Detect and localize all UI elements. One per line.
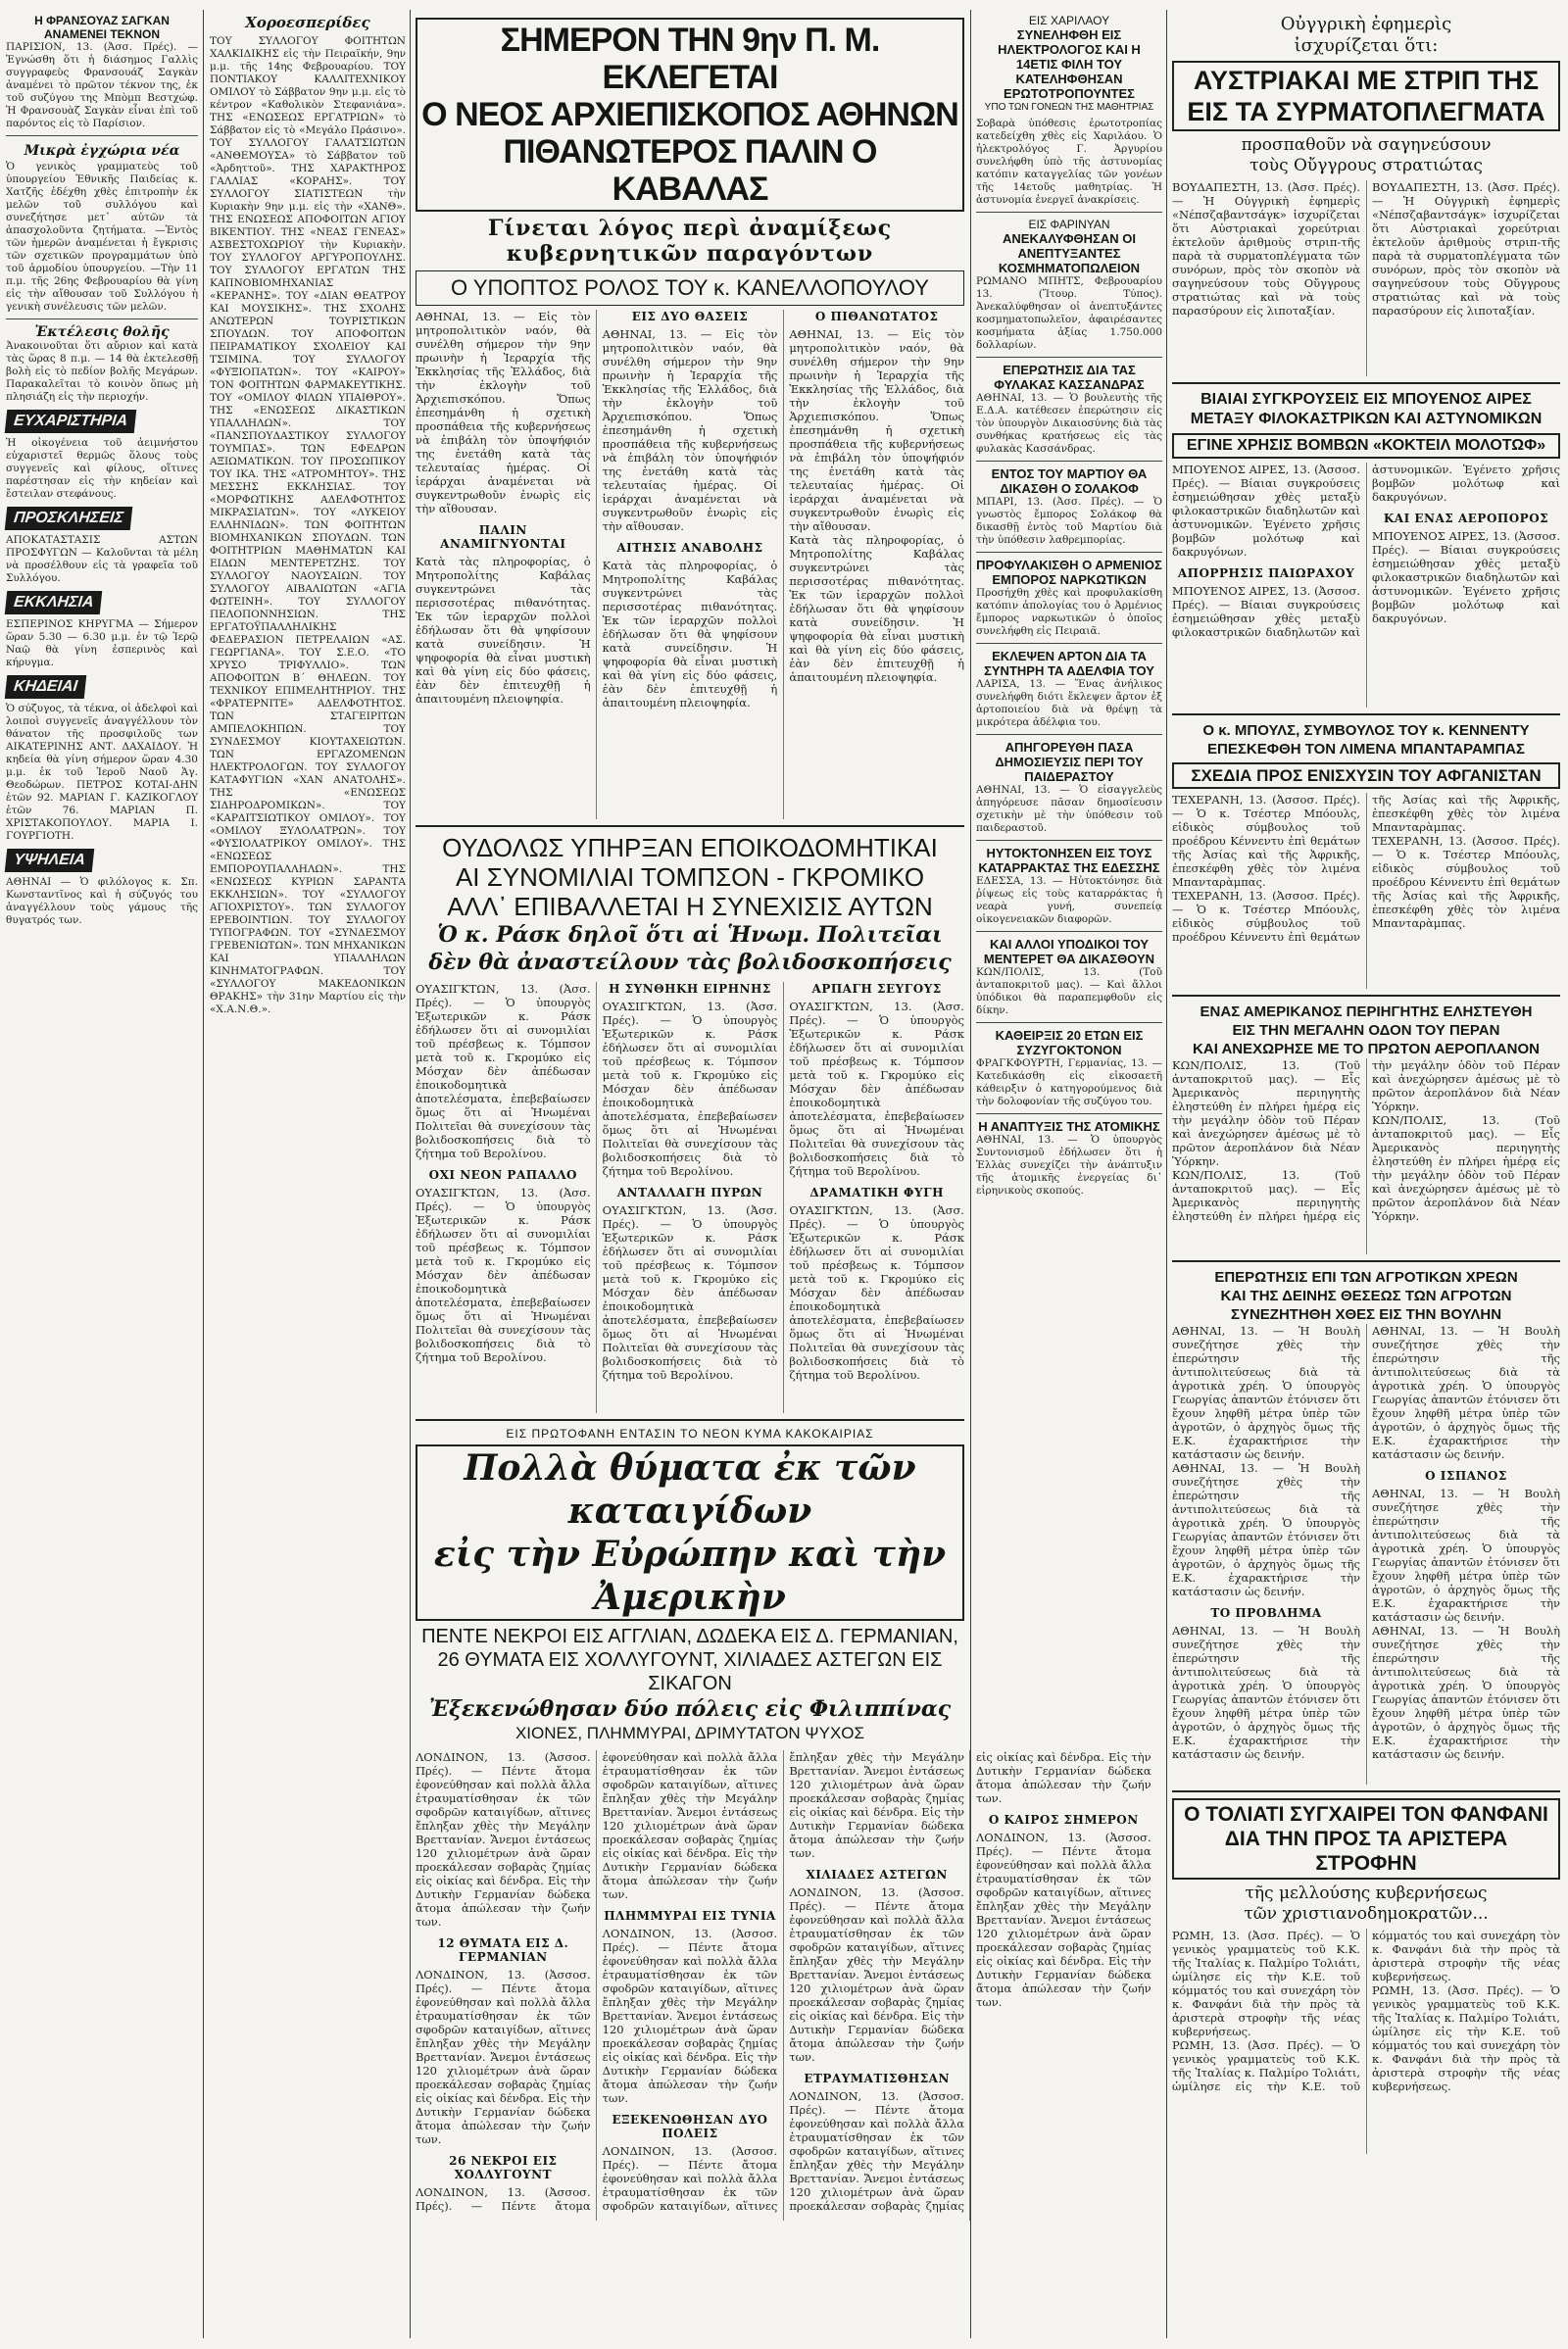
headline: ΕΚΛΕΨΕΝ ΑΡΤΟΝ ΔΙΑ ΤΑ ΣΥΝΤΗΡΗ ΤΑ ΑΔΕΛΦΙΑ ΤΟΥ (984, 649, 1154, 678)
headline: ΒΙΑΙΑΙ ΣΥΓΚΡΟΥΣΕΙΣ ΕΙΣ ΜΠΟΥΕΝΟΣ ΑΙΡΕΣ (1200, 391, 1532, 408)
subhead: ΕΤΡΑΥΜΑΤΙΣΘΗΣΑΝ (804, 2072, 950, 2085)
section-title: Μικρὰ ἐγχώρια νέα (24, 143, 180, 159)
headline: ΗΥΤΟΚΤΟΝΗΣΕΝ ΕΙΣ ΤΟΥΣ ΚΑΤΑΡΡΑΚΤΑΣ ΤΗΣ ΕΔΕΣΣΗΣ (978, 846, 1160, 875)
article-text: ΒΟΥΔΑΠΕΣΤΗ, 13. (Ἀσσ. Πρές). — Ἡ Οὐγγρικὴ ἐφημερὶς «Νέπσζαβαντσάγκ» ἰσχυρίζεται ὅτι Αὐστριακαὶ χορεύτριαι ἐκτελοῦν ἀριθμοὺς στριπ-τῆς παρὰ τὰ συρματοπλέγματα τῶν συνόρων, πρὸς τὸν σκοπὸν νὰ σαγηνεύσουν τοὺς Οὔγγρους στρατιώτας καὶ νὰ τοὺς παρασύρουν εἰς λιποταξίαν. (1172, 180, 1360, 318)
subhead: ΤΟ ΠΡΟΒΛΗΜΑ (1210, 1606, 1322, 1620)
headline: ΕΙΣ ΤΑ ΣΥΡΜΑΤΟΠΛΕΓΜΑΤΑ (1187, 97, 1545, 126)
article-text: ΑΘΗΝΑΙ, 13. — Ἡ Βουλὴ συνεζήτησε χθὲς τὴν ἐπερώτησιν τῆς ἀντιπολιτεύσεως διὰ τὰ ἀγροτικὰ χρέη. Ὁ ὑπουργὸς Γεωργίας ἀπαντῶν ἐτόνισεν ὅτι ἔχουν ληφθῆ μέτρα ὑπὲρ τῶν ἀγροτῶν, ὁ ἀρχηγὸς ὅμως τῆς Ε.Κ. ἐχαρακτήρισε τὴν κατάστασιν ὡς δεινήν. (1372, 1324, 1560, 1461)
headline: εἰς τὴν Εὐρώπην καὶ τὴν Ἀμερικὴν (433, 1534, 947, 1618)
subhead: ΕΙΣ ΔΥΟ ΘΑΣΕΙΣ (631, 310, 749, 323)
article-text: ΡΩΜΗ, 13. (Ἀσσ. Πρές). — Ὁ γενικὸς γραμματεὺς τοῦ Κ.Κ. τῆς Ἰταλίας κ. Παλμίρο Τολιάτι, ὡμίλησε εἰς τὴν Κ.Ε. τοῦ κόμματός του καὶ συνεχάρη τὸν κ. Φανφάνι διὰ τὴν πρὸς τὰ ἀριστερὰ στροφὴν τῆς νέας κυβερνήσεως. (1172, 1929, 1560, 2093)
lead-headline: Ο ΝΕΟΣ ΑΡΧΙΕΠΙΣΚΟΠΟΣ ΑΘΗΝΩΝ (421, 96, 958, 133)
article-text: ΜΠΟΥΕΝΟΣ ΑΙΡΕΣ, 13. (Ἀσσοσ. Πρές). — Βίαιαι συγκρούσεις ἐσημειώθησαν χθὲς μεταξὺ φιλοκαστρικῶν διαδηλωτῶν καὶ ἀστυνομικῶν. Ἐγένετο χρῆσις βομβῶν μολότωφ καὶ δακρυγόνων. (1372, 529, 1560, 625)
headline: ΕΙΣ ΤΗΝ ΜΕΓΑΛΗΝ ΟΔΟΝ ΤΟΥ ΠΕΡΑΝ (1232, 1022, 1500, 1039)
column-rule (410, 10, 411, 2338)
subhead: 12 ΘΥΜΑΤΑ ΕΙΣ Δ. ΓΕΡΜΑΝΙΑΝ (437, 1936, 569, 1964)
article-text: ΤΕΧΕΡΑΝΗ, 13. (Ἀσσοσ. Πρές). — Ὁ κ. Τσέστερ Μπόουλς, εἰδικὸς σύμβουλος τοῦ προέδρου Κέννεντυ ἐπὶ θεμάτων τῆς Ἀσίας καὶ τῆς Ἀφρικῆς, ἐπεσκέφθη χθὲς τὸν λιμένα Μπανταρὰμπας. (1172, 793, 1360, 889)
article-text: Κατὰ τὰς πληροφορίας, ὁ Μητροπολίτης Καβάλας συγκεντρώνει τὰς περισσοτέρας πιθανότητας. Ἐκ τῶν ἱεραρχῶν πολλοὶ ἐδήλωσαν ὅτι θὰ ψηφίσουν κατὰ συνείδησιν. Ἡ ψηφοφορία θὰ εἶναι μυστικὴ καὶ θὰ γίνη εἰς δύο φάσεις, ἐὰν δὲν ἐπιτευχθῇ ἡ ἀπαιτουμένη πλειοψηφία. (789, 533, 964, 684)
subhead: Ο ΙΣΠΑΝΟΣ (1425, 1469, 1507, 1483)
column-rule (1166, 10, 1167, 2338)
article-text: ΑΘΗΝΑΙ — Ὁ φιλόλογος κ. Σπ. Κωνσταντῖνος καὶ ἡ σύζυγός του ἀναγγέλλουν τοὺς γάμους τῆς θυγατρός των. (6, 876, 198, 926)
deck-box (416, 270, 964, 306)
subhead: ΑΡΠΑΓΗ ΣΕΥΓΟΥΣ (811, 982, 942, 996)
headline: ΕΝΑΣ ΑΜΕΡΙΚΑΝΟΣ ΠΕΡΙΗΓΗΤΗΣ ΕΛΗΣΤΕΥΘΗ (1200, 1003, 1533, 1020)
deck: προσπαθοῦν νὰ σαγηνεύσουν (1241, 135, 1492, 155)
headline: ΑΝΕΚΑΛΥΦΘΗΣΑΝ ΟΙ ΑΝΕΠΤΥΞΑΝΤΕΣ ΚΟΣΜΗΜΑΤΟΠΩΛΕΙΟΝ (998, 231, 1141, 275)
subhead: ΑΙΤΗΣΙΣ ΑΝΑΒΟΛΗΣ (616, 541, 763, 555)
headline-box (1172, 61, 1560, 131)
headline: ΟΥΔΟΛΩΣ ΥΠΗΡΞΑΝ ΕΠΟΙΚΟΔΟΜΗΤΙΚΑΙ (442, 833, 938, 862)
headline: ΑΙ ΣΥΝΟΜΙΛΙΑΙ ΤΟΜΠΣΟΝ - ΓΚΡΟΜΙΚΟ (455, 862, 925, 892)
article-text: ΟΥΑΣΙΓΚΤΩΝ, 13. (Ἀσσ. Πρές). — Ὁ ὑπουργὸς Ἐξωτερικῶν κ. Ράσκ ἐδήλωσεν ὅτι αἱ συνομιλίαι τοῦ πρέσβεως κ. Τόμπσον μετὰ τοῦ κ. Γκρομύκο εἰς Μόσχαν δὲν ἀπέδωσαν ἐποικοδομητικὰ ἀποτελέσματα, ἐπεβεβαίωσεν ὅμως ὅτι αἱ Ἡνωμέναι Πολιτεῖαι θὰ συνεχίσουν τὰς βολιδοσκοπήσεις διὰ τὸ ζήτημα τοῦ Βερολίνου. (789, 1000, 964, 1178)
article-text: ΤΕΧΕΡΑΝΗ, 13. (Ἀσσοσ. Πρές). — Ὁ κ. Τσέστερ Μπόουλς, εἰδικὸς σύμβουλος τοῦ προέδρου Κέννεντυ ἐπὶ θεμάτων τῆς Ἀσίας καὶ τῆς Ἀφρικῆς, ἐπεσκέφθη χθὲς τὸν λιμένα Μπανταρὰμπας. (1372, 834, 1560, 930)
headline: ΕΠΕΣΚΕΦΘΗ ΤΟΝ ΛΙΜΕΝΑ ΜΠΑΝΤΑΡΑΜΠΑΣ (1207, 741, 1525, 758)
headline: Ο κ. ΜΠΟΥΛΣ, ΣΥΜΒΟΥΛΟΣ ΤΟΥ κ. ΚΕΝΝΕΝΤΥ (1202, 722, 1530, 739)
headline: ΑΛΛ᾽ ΕΠΙΒΑΛΛΕΤΑΙ Η ΣΥΝΕΧΙΣΙΣ ΑΥΤΩΝ (447, 892, 933, 921)
article-columns (416, 1750, 1152, 2221)
deck: τῆς μελλούσης κυβερνήσεως (1245, 1884, 1488, 1903)
deck: ΧΙΟΝΕΣ, ΠΛΗΜΜΥΡΑΙ, ΔΡΙΜΥΤΑΤΟΝ ΨΥΧΟΣ (514, 1724, 865, 1742)
headline: Πολλὰ θύματα ἐκ τῶν καταιγίδων (464, 1447, 916, 1532)
headline-box (1172, 433, 1560, 459)
deck: Ὁ κ. Ράσκ δηλοῖ ὅτι αἱ Ἡνωμ. Πολιτεῖαι (437, 922, 943, 948)
subhead: ΕΞΕΚΕΝΩΘΗΣΑΝ ΔΥΟ ΠΟΛΕΙΣ (612, 2113, 768, 2140)
article-text: ΜΠΑΡΙ, 13. (Ἀσσ. Πρές). — Ὁ γνωστὸς ἔμπορος Σολάκοφ θὰ δικασθῇ ἐντὸς τοῦ Μαρτίου διὰ τὴν ὑπόθεσιν λαθρεμπορίας. (976, 496, 1162, 546)
lead-headline-box (416, 18, 964, 212)
headline: ΚΑΙ ΑΝΕΧΩΡΗΣΕ ΜΕ ΤΟ ΠΡΩΤΟΝ ΑΕΡΟΠΛΑΝΟΝ (1193, 1041, 1540, 1057)
article-text: ΕΣΠΕΡΙΝΟΣ ΚΗΡΥΓΜΑ — Σήμερον ὥραν 5.30 — 6.30 μ.μ. ἐν τῷ Ἱερῷ Ναῷ θὰ γίνη ἐσπερινὸς καὶ κήρυγμα. (6, 618, 198, 668)
article-text: ΑΘΗΝΑΙ, 13. — Ἡ Βουλὴ συνεζήτησε χθὲς τὴν ἐπερώτησιν τῆς ἀντιπολιτεύσεως διὰ τὰ ἀγροτικὰ χρέη. Ὁ ὑπουργὸς Γεωργίας ἀπαντῶν ἐτόνισεν ὅτι ἔχουν ληφθῆ μέτρα ὑπὲρ τῶν ἀγροτῶν, ὁ ἀρχηγὸς ὅμως τῆς Ε.Κ. ἐχαρακτήρισε τὴν κατάστασιν ὡς δεινήν. (1172, 1324, 1360, 1461)
subhead: ΚΑΙ ΕΝΑΣ ΑΕΡΟΠΟΡΟΣ (1383, 512, 1549, 525)
article-columns (416, 982, 964, 1413)
article-text: ΑΠΟΚΑΤΑΣΤΑΣΙΣ ΑΣΤΩΝ ΠΡΟΣΦΥΓΩΝ — Καλοῦνται τὰ μέλη νὰ προσέλθουν εἰς τὰ γραφεῖα τοῦ Συλλόγου. (6, 534, 198, 584)
deck: δὲν θὰ ἀναστείλουν τὰς βολιδοσκοπήσεις (428, 950, 952, 975)
subhead: ΔΡΑΜΑΤΙΚΗ ΦΥΓΗ (809, 1186, 944, 1199)
article-text: ΚΩΝ/ΠΟΛΙΣ, 13. (Τοῦ ἀνταποκριτοῦ μας). — Καὶ ἄλλοι ὑπόδικοι θὰ παραπεμφθοῦν εἰς δίκην. (976, 966, 1162, 1016)
article-text: ΑΘΗΝΑΙ, 13. — Ἡ Βουλὴ συνεζήτησε χθὲς τὴν ἐπερώτησιν τῆς ἀντιπολιτεύσεως διὰ τὰ ἀγροτικὰ χρέη. Ὁ ὑπουργὸς Γεωργίας ἀπαντῶν ἐτόνισεν ὅτι ἔχουν ληφθῆ μέτρα ὑπὲρ τῶν ἀγροτῶν, ὁ ἀρχηγὸς ὅμως τῆς Ε.Κ. ἐχαρακτήρισε τὴν κατάστασιν ὡς δεινήν. (1372, 1487, 1560, 1624)
section-title: Χοροεσπερίδες (245, 14, 370, 31)
headline: Η ΦΡΑΝΣΟΥΑΖ ΣΑΓΚΑΝ ΑΝΑΜΕΝΕΙ ΤΕΚΝΟΝ (34, 14, 170, 41)
column-rule (970, 10, 971, 2338)
headline: ΕΝΤΟΣ ΤΟΥ ΜΑΡΤΙΟΥ ΘΑ ΔΙΚΑΣΘΗ Ο ΣΟΛΑΚΟΦ (991, 466, 1148, 496)
article-columns (1172, 180, 1560, 376)
article-columns (416, 310, 964, 819)
article-text: ΛΑΡΙΣΑ, 13. — Ἕνας ἀνήλικος συνελήφθη διότι ἔκλεψεν ἄρτον ἐξ ἀρτοποιείου διὰ νὰ θρέψῃ τὰ μικρότερα ἀδέλφια του. (976, 678, 1162, 728)
article-text: ΛΟΝΔΙΝΟΝ, 13. (Ἀσσοσ. Πρές). — Πέντε ἄτομα ἐφονεύθησαν καὶ πολλὰ ἄλλα ἐτραυματίσθησαν ἐκ τῶν σφοδρῶν καταιγίδων, αἵτινες ἔπληξαν χθὲς τὴν Μεγάλην Βρεττανίαν. Ἄνεμοι ἐντάσεως 120 χιλιομέτρων ἀνὰ ὥραν προεκάλεσαν σοβαρὰς ζημίας εἰς οἰκίας καὶ δένδρα. Εἰς τὴν Δυτικὴν Γερμανίαν δώδεκα ἄτομα ἀπώλεσαν τὴν ζωήν των. (416, 1750, 591, 1929)
article-text: Ἡ οἰκογένεια τοῦ ἀειμνήστου εὐχαριστεῖ θερμῶς ὅλους τοὺς συγγενεῖς καὶ φίλους, οἵτινες παρέστησαν εἰς τὴν κηδείαν καὶ ἔστειλαν στεφάνους. (6, 437, 198, 500)
article-text: ΚΩΝ/ΠΟΛΙΣ, 13. (Τοῦ ἀνταποκριτοῦ μας). — Εἷς Ἀμερικανὸς περιηγητὴς ἐληστεύθη ἐν πλήρει ἡμέρᾳ εἰς τὴν μεγάλην ὁδὸν τοῦ Πέραν καὶ ἀνεχώρησεν ἀμέσως μὲ τὸ πρῶτον ἀεροπλάνον διὰ Νέαν Ὑόρκην. (1172, 1058, 1560, 1223)
headline: ΚΑΘΕΙΡΞΙΣ 20 ΕΤΩΝ ΕΙΣ ΣΥΖΥΓΟΚΤΟΝΟΝ (995, 1028, 1144, 1057)
article-columns (1172, 463, 1560, 708)
storm-headline-box (416, 1444, 964, 1621)
article-text: Κατὰ τὰς πληροφορίας, ὁ Μητροπολίτης Καβάλας συγκεντρώνει τὰς περισσοτέρας πιθανότητας. Ἐκ τῶν ἱεραρχῶν πολλοὶ ἐδήλωσαν ὅτι θὰ ψηφίσουν κατὰ συνείδησιν. Ἡ ψηφοφορία θὰ εἶναι μυστικὴ καὶ θὰ γίνη εἰς δύο φάσεις, ἐὰν δὲν ἐπιτευχθῇ ἡ ἀπαιτουμένη πλειοψηφία. (416, 555, 591, 706)
subhead: ΧΙΛΙΑΔΕΣ ΑΣΤΕΓΩΝ (806, 1868, 948, 1882)
article-text: ΟΥΑΣΙΓΚΤΩΝ, 13. (Ἀσσ. Πρές). — Ὁ ὑπουργὸς Ἐξωτερικῶν κ. Ράσκ ἐδήλωσεν ὅτι αἱ συνομιλίαι τοῦ πρέσβεως κ. Τόμπσον μετὰ τοῦ κ. Γκρομύκο εἰς Μόσχαν δὲν ἀπέδωσαν ἐποικοδομητικὰ ἀποτελέσματα, ἐπεβεβαίωσεν ὅμως ὅτι αἱ Ἡνωμέναι Πολιτεῖαι θὰ συνεχίσουν τὰς βολιδοσκοπήσεις διὰ τὸ ζήτημα τοῦ Βερολίνου. (416, 1186, 591, 1364)
headline: ΣΥΝΕΛΗΦΘΗ ΕΙΣ ΗΛΕΚΤΡΟΛΟΓΟΣ ΚΑΙ Η 14ΕΤΙΣ ΦΙΛΗ ΤΟΥ ΚΑΤΕΛΗΦΘΗΣΑΝ ΕΡΩΤΟΤΡΟΠΟΥΝΤΕΣ (998, 27, 1141, 101)
article-text: ΑΘΗΝΑΙ, 13. — Ἡ Βουλὴ συνεζήτησε χθὲς τὴν ἐπερώτησιν τῆς ἀντιπολιτεύσεως διὰ τὰ ἀγροτικὰ χρέη. Ὁ ὑπουργὸς Γεωργίας ἀπαντῶν ἐτόνισεν ὅτι ἔχουν ληφθῆ μέτρα ὑπὲρ τῶν ἀγροτῶν, ὁ ἀρχηγὸς ὅμως τῆς Ε.Κ. ἐχαρακτήρισε τὴν κατάστασιν ὡς δεινήν. (1172, 1461, 1360, 1598)
section-banner: ΕΥΧΑΡΙΣΤΗΡΙΑ (5, 410, 137, 433)
lead-headline: ΣΗΜΕΡΟΝ ΤΗΝ 9ην Π. Μ. ΕΚΛΕΓΕΤΑΙ (500, 22, 880, 96)
lead-headline: ΠΙΘΑΝΩΤΕΡΟΣ ΠΑΛΙΝ Ο ΚΑΒΑΛΑΣ (503, 133, 877, 208)
kicker: Οὐγγρικὴ ἐφημερὶς (1280, 14, 1452, 34)
article-text: ΛΟΝΔΙΝΟΝ, 13. (Ἀσσοσ. Πρές). — Πέντε ἄτομα ἐφονεύθησαν καὶ πολλὰ ἄλλα ἐτραυματίσθησαν ἐκ τῶν σφοδρῶν καταιγίδων, αἵτινες ἔπληξαν χθὲς τὴν Μεγάλην Βρεττανίαν. Ἄνεμοι ἐντάσεως 120 χιλιομέτρων ἀνὰ ὥραν προεκάλεσαν σοβαρὰς ζημίας εἰς οἰκίας καὶ δένδρα. Εἰς τὴν Δυτικὴν Γερμανίαν δώδεκα ἄτομα ἀπώλεσαν τὴν ζωήν των. (789, 1885, 964, 2064)
article-text: ΛΟΝΔΙΝΟΝ, 13. (Ἀσσοσ. Πρές). — Πέντε ἄτομα ἐφονεύθησαν καὶ πολλὰ ἄλλα ἐτραυματίσθησαν ἐκ τῶν σφοδρῶν καταιγίδων, αἵτινες ἔπληξαν χθὲς τὴν Μεγάλην Βρεττανίαν. Ἄνεμοι ἐντάσεως 120 χιλιομέτρων ἀνὰ ὥραν προεκάλεσαν σοβαρὰς ζημίας εἰς οἰκίας καὶ δένδρα. Εἰς τὴν Δυτικὴν Γερμανίαν δώδεκα ἄτομα ἀπώλεσαν τὴν ζωήν των. (789, 1750, 1152, 2213)
article-columns (1172, 1058, 1560, 1254)
headline: ΕΠΕΡΩΤΗΣΙΣ ΔΙΑ ΤΑΣ ΦΥΛΑΚΑΣ ΚΑΣΣΑΝΔΡΑΣ (994, 363, 1145, 392)
article-text: ΤΟΥ ΣΥΛΛΟΓΟΥ ΦΟΙΤΗΤΩΝ ΧΑΛΚΙΔΙΚΗΣ εἰς τὴν Πειραϊκήν, 9ην μ.μ. τῆς 14ης Φεβρουαρίου. ΤΟΥ ΠΟΝΤΙΑΚΟΥ ΚΑΛΛΙΤΕΧΝΙΚΟΥ ΟΜΙΛΟΥ τὸ Σάββατον 9ην μ.μ. εἰς τὸ κέντρον «Καθολικὸν Στεφανιάνα». ΤΗΣ «ΕΝΩΣΕΩΣ ΕΡΓΑΤΡΙΩΝ» τὸ Σάββατον εἰς τὸ «Μεγάλο Πράσινο». ΤΟΥ ΣΥΛΛΟΓΟΥ ΓΑΛΑΤΣΙΩΤΩΝ «ΑΝΘΕΜΟΥΣΑ» τὸ Σάββατον τοῦ «Ἀρδηττοῦ». ΤΗΣ ΧΑΡΑΚΤΗΡΟΣ ΓΑΛΛΙΑΣ «ΚΟΡΑΗΣ». ΤΟΥ ΣΥΛΛΟΓΟΥ ΣΙΑΤΙΣΤΕΩΝ τὴν Κυριακὴν 9ην μ.μ. εἰς τὴν «ΧΑΝΘ». ΤΗΣ ΕΝΩΣΕΩΣ ΑΠΟΦΟΙΤΩΝ ΑΓΙΟΥ ΒΙΚΕΝΤΙΟΥ. ΤΗΣ «ΝΕΑΣ ΓΕΝΕΑΣ» ΑΣΒΕΣΤΟΧΩΡΙΟΥ τὴν Κυριακὴν. ΤΟΥ ΣΥΛΛΟΓΟΥ ΑΡΓΥΡΟΠΟΥΛΗΣ. ΤΟΥ ΣΥΛΛΟΓΟΥ ΕΡΓΑΤΩΝ ΤΗΣ ΚΑΠΝΟΒΙΟΜΗΧΑΝΙΑΣ «ΚΕΡΑΝΗΣ». ΤΟΥ «ΔΙΑΝ ΘΕΑΤΡΟΥ ΚΑΙ ΜΟΥΣΙΚΗΣ». ΤΗΣ ΣΧΟΛΗΣ ΑΝΩΤΕΡΩΝ ΤΟΥΡΙΣΤΙΚΩΝ ΣΠΟΥΔΩΝ. ΤΟΥ ΑΠΟΦΟΙΤΩΝ ΠΕΙΡΑΜΑΤΙΚΟΥ ΣΧΟΛΕΙΟΥ ΚΑΙ ΤΣΙΜΙΝΑ. ΤΟΥ ΣΥΛΛΟΓΟΥ «ΦΥΞΙΟΠΑΤΩΝ». ΤΟΥ «ΚΑΙΡΟΥ» ΤΟΝ ΦΟΙΤΗΤΩΝ ΦΑΡΜΑΚΕΥΤΙΚΗΣ. ΤΟΥ «ΟΜΙΛΟΥ ΦΙΛΩΝ ΥΠΑΙΘΡΟΥ». ΤΗΣ «ΕΝΩΣΕΩΣ ΔΙΚΑΣΤΙΚΩΝ ΥΠΑΛΛΗΛΩΝ». ΤΟΥ «ΠΑΝΣΠΟΥΔΑΣΤΙΚΟΥ ΣΥΛΛΟΓΟΥ ΤΟΥΜΠΑΣ». ΤΩΝ ΕΦΕΔΡΩΝ ΑΞΙΩΜΑΤΙΚΩΝ. ΤΟΥ ΠΡΟΣΩΠΙΚΟΥ ΤΟΥ ΙΚΑ. ΤΗΣ «ΑΤΡΟΜΗΤΟΥ». ΤΗΣ ΜΕΣΣΗΣ ΕΚΚΛΗΣΙΑΣ. ΤΟΥ «ΜΟΡΦΩΤΙΚΗΣ ΑΔΕΛΦΟΤΗΤΟΣ ΜΙΚΡΑΣΙΑΤΩΝ». ΤΟΥ «ΛΥΚΕΙΟΥ ΕΛΛΗΝΙΔΩΝ». ΤΩΝ ΦΟΙΤΗΤΩΝ ΒΙΟΜΗΧΑΝΙΚΩΝ ΣΠΟΥΔΩΝ. ΤΩΝ ΦΟΙΤΗΤΡΙΩΝ ΜΑΘΗΜΑΤΩΝ ΚΑΙ ΕΙΔΩΝ ΜΕΝΤΕΡΕΤΖΗΣ. ΤΟΥ ΣΥΛΛΟΓΟΥ ΝΑΟΥΣΑΙΩΝ. ΤΟΥ ΣΥΛΛΟΓΟΥ ΑΙΒΑΛΙΩΤΩΝ «ΑΓΙΑ ΦΩΤΕΙΝΗ». ΤΟΥ ΣΥΛΛΟΓΟΥ ΠΕΛΟΠΟΝΝΗΣΙΩΝ. ΤΗΣ ΕΡΓΑΤΟΫΠΑΛΛΗΛΙΚΗΣ ΦΕΔΕΡΑΣΙΟΝ ΠΕΤΡΕΛΑΙΩΝ «ΑΣ. ΓΕΩΡΓΙΑΝΑ». ΤΟΥ Σ.Ε.Ο. «ΤΟ ΧΡΥΣΟ ΤΡΙΦΥΛΛΙΟ». ΤΩΝ ΑΠΟΦΟΙΤΩΝ Β΄ ΘΗΛΕΩΝ. ΤΟΥ ΤΕΧΝΙΚΟΥ ΕΠΙΜΕΛΗΤΗΡΙΟΥ. ΤΗΣ «ΦΡΑΤΕΡΝΙΤΕ» ΑΔΕΛΦΟΤΗΤΟΣ. ΤΩΝ ΣΤΑΓΕΙΡΙΤΩΝ ΑΜΠΕΛΟΚΗΠΩΝ. ΤΟΥ ΣΥΝΔΕΣΜΟΥ ΚΙΟΥΤΑΧΕΙΩΤΩΝ. ΤΩΝ ΕΡΓΑΖΟΜΕΝΩΝ ΗΛΕΚΤΡΟΛΟΓΩΝ. ΤΟΥ ΣΥΛΛΟΓΟΥ ΚΑΤΑΦΥΓΙΩΝ «ΧΑΝ ΑΝΑΤΟΛΗΣ». ΤΗΣ «ΕΝΩΣΕΩΣ ΣΙΔΗΡΟΔΡΟΜΙΚΩΝ». ΤΟΥ «ΚΑΡΔΙΤΣΙΩΤΙΚΟΥ ΟΜΙΛΟΥ». ΤΟΥ «ΟΜΙΛΟΥ ΞΥΛΟΛΑΤΡΩΝ». ΤΟΥ «ΦΥΣΙΟΛΑΤΡΙΚΟΥ ΟΜΙΛΟΥ». ΤΗΣ «ΕΝΩΣΕΩΣ ΕΜΠΟΡΟΥΠΑΛΛΗΛΩΝ». ΤΗΣ «ΕΝΩΣΕΩΣ ΚΥΡΙΩΝ ΣΑΡΑΝΤΑ ΕΚΚΛΗΣΙΩΝ». ΤΟΥ «ΣΥΛΛΟΓΟΥ ΑΓΙΟΧΡΙΣΤΟΥ». ΤΩΝ ΣΥΛΛΟΓΟΥ ΕΡΕΒΟΙΝΤΙΩΝ. ΤΟΥ ΣΥΛΛΟΓΟΥ ΤΥΠΟΓΡΑΦΩΝ. ΤΟΥ «ΣΥΝΔΕΣΜΟΥ ΓΡΕΒΕΝΙΩΤΩΝ». ΤΩΝ ΜΗΧΑΝΙΚΩΝ ΚΑΙ ΥΠΑΛΛΗΛΩΝ ΚΙΝΗΜΑΤΟΓΡΑΦΩΝ. ΤΟΥ «ΣΥΛΛΟΓΟΥ ΜΑΚΕΔΟΝΙΚΩΝ ΘΡΑΚΗΣ» τὴν 31ην Μαρτίου εἰς τὴν «Χ.Α.Ν.Θ.». (210, 35, 406, 1015)
subhead: Ο ΚΑΙΡΟΣ ΣΗΜΕΡΟΝ (988, 1813, 1139, 1827)
subhead: ΠΑΛΙΝ ΑΝΑΜΙΓΝΥΟΝΤΑΙ (440, 523, 566, 551)
headline: ΣΥΝΕΖΗΤΗΘΗ ΧΘΕΣ ΕΙΣ ΤΗΝ ΒΟΥΛΗΝ (1230, 1306, 1502, 1323)
subhead: Ο ΠΙΘΑΝΩΤΑΤΟΣ (814, 310, 939, 323)
article-text: ΛΟΝΔΙΝΟΝ, 13. (Ἀσσοσ. Πρές). — Πέντε ἄτομα ἐφονεύθησαν καὶ πολλὰ ἄλλα ἐτραυματίσθησαν ἐκ τῶν σφοδρῶν καταιγίδων, αἵτινες ἔπληξαν χθὲς τὴν Μεγάλην Βρεττανίαν. Ἄνεμοι ἐντάσεως 120 χιλιομέτρων ἀνὰ ὥραν προεκάλεσαν σοβαρὰς ζημίας εἰς οἰκίας καὶ δένδρα. Εἰς τὴν Δυτικὴν Γερμανίαν δώδεκα ἄτομα ἀπώλεσαν τὴν ζωήν των. (602, 1750, 964, 2213)
article-text: ΑΘΗΝΑΙ, 13. — Εἰς τὸν μητροπολιτικὸν ναόν, θὰ συνέλθη σήμερον τὴν 9ην πρωινὴν ἡ Ἱεραρχία τῆς Ἐκκλησίας τῆς Ἑλλάδος, διὰ τὴν ἐκλογὴν τοῦ Ἀρχιεπισκόπου. Ὅπως ἐπεσημάνθη ἡ σχετικὴ προσπάθεια τῆς κυβερνήσεως νὰ ἐπιβάλη τὸν ὑποψήφιόν της ἐνετάθη κατὰ τὰς τελευταίας ἡμέρας. Οἱ ἱεράρχαι ἀναμένεται νὰ συγκεντρωθοῦν ἐνωρὶς εἰς τὴν αἴθουσαν. (789, 327, 964, 533)
article-text: ΕΔΕΣΣΑ, 13. — Ηὐτοκτόνησε διὰ ῥίψεως εἰς τοὺς καταρράκτας ἡ νεαρὰ γυνή, συνεπείᾳ οἰκογενειακῶν διαφορῶν. (976, 875, 1162, 925)
column-notices (6, 14, 198, 2336)
article-text: ΠΑΡΙΣΙΟΝ, 13. (Ἀσσ. Πρές). —Ἐγνώσθη ὅτι ἡ διάσημος Γαλλὶς συγγραφεὺς Φρανσουάζ Σαγκὰν ἀναμένει τὸ πρῶτον τέκνον της, ἐκ τοῦ συζύγου της Μπὸμπ Βεστχώφ. Ἡ Φρανσουὰζ Σαγκὰν εἶναι ἐπὶ τοῦ παρόντος εἰς τὸ Παρίσιον. (6, 41, 198, 129)
column-rule (203, 10, 204, 2338)
article-text: ΡΩΜΑΝΟ ΜΠΗΤΣ, Φεβρουαρίου 13. (Ἴτουρ. Τύπος). Ἀνεκαλύφθησαν οἱ ἀνεπτυξάντες κοσμηματοπωλεῖον, ἀφαιρέσαντες κοσμήματα ἀξίας 1.750.000 δολλαρίων. (976, 275, 1162, 351)
deck: ΠΕΝΤΕ ΝΕΚΡΟΙ ΕΙΣ ΑΓΓΛΙΑΝ, ΔΩΔΕΚΑ ΕΙΣ Δ. ΓΕΡΜΑΝΙΑΝ, 26 ΘΥΜΑΤΑ ΕΙΣ ΧΟΛΛΥΓΟΥΝΤ, ΧΙΛΙΑΔΕΣ ΑΣΤΕΓΩΝ ΕΙΣ ΣΙΚΑΓΟΝ (421, 1626, 958, 1694)
article-text: ΜΠΟΥΕΝΟΣ ΑΙΡΕΣ, 13. (Ἀσσοσ. Πρές). — Βίαιαι συγκρούσεις ἐσημειώθησαν χθὲς μεταξὺ φιλοκαστρικῶν διαδηλωτῶν καὶ ἀστυνομικῶν. Ἐγένετο χρῆσις βομβῶν μολότωφ καὶ δακρυγόνων. (1172, 463, 1360, 559)
article-text: ΛΟΝΔΙΝΟΝ, 13. (Ἀσσοσ. Πρές). — Πέντε ἄτομα ἐφονεύθησαν καὶ πολλὰ ἄλλα ἐτραυματίσθησαν ἐκ τῶν σφοδρῶν καταιγίδων, αἵτινες ἔπληξαν χθὲς τὴν Μεγάλην Βρεττανίαν. Ἄνεμοι ἐντάσεως 120 χιλιομέτρων ἀνὰ ὥραν προεκάλεσαν σοβαρὰς ζημίας εἰς οἰκίας καὶ δένδρα. Εἰς τὴν Δυτικὴν Γερμανίαν δώδεκα ἄτομα ἀπώλεσαν τὴν ζωήν των. (975, 1831, 1152, 2009)
subhead: ΠΛΗΜΜΥΡΑΙ ΕΙΣ ΤΥΝΙΑ (604, 1909, 776, 1923)
article-text: Σοβαρὰ ὑπόθεσις ἐρωτοτροπίας κατεδείχθη χθὲς εἰς Χαριλάου. Ὁ ἠλεκτρολόγος Γ. Ἀργυρίου συνελήφθη ὑπὸ τῆς ἀστυνομίας κατόπιν καταγγελίας τῶν γονέων τῆς 14ετοῦς μαθητρίας. Ἡ ἀστυνομία ἐνεργεῖ ἀνακρίσεις. (976, 118, 1162, 206)
column-dances (210, 14, 406, 2336)
subhead: 26 ΝΕΚΡΟΙ ΕΙΣ ΧΟΛΛΥΓΟΥΝΤ (449, 2154, 558, 2181)
article-text: ΛΟΝΔΙΝΟΝ, 13. (Ἀσσοσ. Πρές). — Πέντε ἄτομα ἐφονεύθησαν καὶ πολλὰ ἄλλα ἐτραυματίσθησαν ἐκ τῶν σφοδρῶν καταιγίδων, αἵτινες ἔπληξαν χθὲς τὴν Μεγάλην Βρεττανίαν. Ἄνεμοι ἐντάσεως 120 χιλιομέτρων ἀνὰ ὥραν προεκάλεσαν σοβαρὰς ζημίας εἰς οἰκίας καὶ δένδρα. Εἰς τὴν Δυτικὴν Γερμανίαν δώδεκα ἄτομα ἀπώλεσαν τὴν ζωήν των. (416, 1750, 778, 2213)
section-banner: ΠΡΟΣΚΛΗΣΕΙΣ (5, 507, 132, 530)
deck: τῶν χριστιανοδημοκρατῶν... (1244, 1904, 1489, 1924)
headline: ΔΙΑ ΤΗΝ ΠΡΟΣ ΤΑ ΑΡΙΣΤΕΡΑ ΣΤΡΟΦΗΝ (1224, 1828, 1508, 1875)
headline: Ο ΤΟΛΙΑΤΙ ΣΥΓΧΑΙΡΕΙ ΤΟΝ ΦΑΝΦΑΝΙ (1184, 1803, 1548, 1826)
article-text: ΒΟΥΔΑΠΕΣΤΗ, 13. (Ἀσσ. Πρές). — Ἡ Οὐγγρικὴ ἐφημερὶς «Νέπσζαβαντσάγκ» ἰσχυρίζεται ὅτι Αὐστριακαὶ χορεύτριαι ἐκτελοῦν ἀριθμοὺς στριπ-τῆς παρὰ τὰ συρματοπλέγματα τῶν συνόρων, πρὸς τὸν σκοπὸν νὰ σαγηνεύσουν τοὺς Οὔγγρους στρατιώτας καὶ νὰ τοὺς παρασύρουν εἰς λιποταξίαν. (1372, 180, 1560, 318)
article-text: ΡΩΜΗ, 13. (Ἀσσ. Πρές). — Ὁ γενικὸς γραμματεὺς τοῦ Κ.Κ. τῆς Ἰταλίας κ. Παλμίρο Τολιάτι, ὡμίλησε εἰς τὴν Κ.Ε. τοῦ κόμματός του καὶ συνεχάρη τὸν κ. Φανφάνι διὰ τὴν πρὸς τὰ ἀριστερὰ στροφὴν τῆς νέας κυβερνήσεως. (1372, 1983, 1560, 2093)
subhead: ΑΝΤΑΛΛΑΓΗ ΠΥΡΩΝ (616, 1186, 763, 1199)
kicker: ΕΙΣ ΧΑΡΙΛΑΟΥ (1028, 14, 1110, 27)
article-text: ΑΘΗΝΑΙ, 13. — Ὁ εἰσαγγελεὺς ἀπηγόρευσε πᾶσαν δημοσίευσιν σχετικὴν μὲ τὴν ὑπόθεσιν τοῦ παιδεραστοῦ. (976, 784, 1162, 834)
article-columns (1172, 793, 1560, 989)
column-foreign (1172, 14, 1560, 2336)
headline: ΚΑΙ ΤΗΣ ΔΕΙΝΗΣ ΘΕΣΕΩΣ ΤΩΝ ΑΓΡΟΤΩΝ (1220, 1288, 1512, 1304)
headline: ΣΧΕΔΙΑ ΠΡΟΣ ΕΝΙΣΧΥΣΙΝ ΤΟΥ ΑΦΓΑΝΙΣΤΑΝ (1191, 766, 1542, 785)
headline-box (1172, 1798, 1560, 1880)
headline: ΑΥΣΤΡΙΑΚΑΙ ΜΕ ΣΤΡΙΠ ΤΗΣ (1193, 66, 1540, 95)
kicker: ΕΙΣ ΠΡΩΤΟΦΑΝΗ ΕΝΤΑΣΙΝ ΤΟ ΝΕΟΝ ΚΥΜΑ ΚΑΚΟΚΑΙΡΙΑΣ (506, 1427, 874, 1441)
section-title: Ἐκτέλεσις θολῆς (34, 324, 170, 340)
article-text: ΑΘΗΝΑΙ, 13. — Ὁ ὑπουργὸς Συντονισμοῦ ἐδήλωσεν ὅτι ἡ Ἑλλὰς συνεχίζει τὴν ἀνάπτυξιν τῆς ἀτομικῆς ἐνεργείας δι᾽ εἰρηνικοὺς σκοπούς. (976, 1134, 1162, 1197)
section-banner: ΕΚΚΛΗΣΙΑ (5, 591, 103, 614)
headline: ΠΡΟΦΥΛΑΚΙΣΘΗ Ο ΑΡΜΕΝΙΟΣ ΕΜΠΟΡΟΣ ΝΑΡΚΩΤΙΚΩΝ (976, 558, 1162, 587)
deck: Γίνεται λόγος περὶ ἀναμίξεως κυβερνητικῶν παραγόντων (487, 216, 893, 267)
headline: Η ΑΝΑΠΤΥΞΙΣ ΤΗΣ ΑΤΟΜΙΚΗΣ (978, 1119, 1160, 1134)
article-text: Ὁ σύζυγος, τὰ τέκνα, οἱ ἀδελφοὶ καὶ λοιποὶ συγγενεῖς ἀναγγέλλουν τὸν θάνατον τῆς προσφιλοῦς των ΑΙΚΑΤΕΡΙΝΗΣ ΑΝΤ. ΔΑΧΑΙΔΟΥ. Ἡ κηδεία θὰ γίνη σήμερον ὥραν 4.30 μ.μ. ἐκ τοῦ Ἱεροῦ Ναοῦ Ἁγ. Θεοδώρων. ΠΕΤΡΟΣ ΚΟΤΑΙ-ΔΗΝ ἐτῶν 92. ΜΑΡΙΑΝ Γ. ΚΑΖΙΚΟΓΛΟΥ ἐτῶν 76. ΜΑΡΙΑΝ Π. ΧΡΙΣΤΑΚΟΠΟΥΛΟΥ. ΜΑΡΙΑ Ι. ΓΟΥΡΓΙΟΤΗ. (6, 703, 198, 842)
subhead: Η ΣΥΝΘΗΚΗ ΕΙΡΗΝΗΣ (609, 982, 771, 996)
article-columns (1172, 1324, 1560, 1785)
headline: ΕΓΙΝΕ ΧΡΗΣΙΣ ΒΟΜΒΩΝ «ΚΟΚΤΕΙΛ ΜΟΛΟΤΩΦ» (1186, 437, 1546, 454)
kicker: ΕΙΣ ΦΑΡΙΝΥΑΝ (1028, 218, 1110, 231)
column-briefs (976, 14, 1162, 2336)
article-text: ΚΩΝ/ΠΟΛΙΣ, 13. (Τοῦ ἀνταποκριτοῦ μας). — Εἷς Ἀμερικανὸς περιηγητὴς ἐληστεύθη ἐν πλήρει ἡμέρᾳ εἰς τὴν μεγάλην ὁδὸν τοῦ Πέραν καὶ ἀνεχώρησεν ἀμέσως μὲ τὸ πρῶτον ἀεροπλάνον διὰ Νέαν Ὑόρκην. (1372, 1113, 1560, 1223)
section-banner: ΚΗΔΕΙΑΙ (5, 675, 86, 699)
deck: Ἐξεκενώθησαν δύο πόλεις εἰς Φιλιππίνας (428, 1696, 952, 1722)
article-text: ΛΟΝΔΙΝΟΝ, 13. (Ἀσσοσ. Πρές). — Πέντε ἄτομα ἐφονεύθησαν καὶ πολλὰ ἄλλα ἐτραυματίσθησαν ἐκ τῶν σφοδρῶν καταιγίδων, αἵτινες ἔπληξαν χθὲς τὴν Μεγάλην Βρεττανίαν. Ἄνεμοι ἐντάσεως 120 χιλιομέτρων ἀνὰ ὥραν προεκάλεσαν σοβαρὰς ζημίας εἰς οἰκίας καὶ δένδρα. Εἰς τὴν Δυτικὴν Γερμανίαν δώδεκα ἄτομα ἀπώλεσαν τὴν ζωήν των. (602, 1927, 778, 2105)
kicker: ἰσχυρίζεται ὅτι: (1294, 35, 1439, 56)
article-text: ΟΥΑΣΙΓΚΤΩΝ, 13. (Ἀσσ. Πρές). — Ὁ ὑπουργὸς Ἐξωτερικῶν κ. Ράσκ ἐδήλωσεν ὅτι αἱ συνομιλίαι τοῦ πρέσβεως κ. Τόμπσον μετὰ τοῦ κ. Γκρομύκο εἰς Μόσχαν δὲν ἀπέδωσαν ἐποικοδομητικὰ ἀποτελέσματα, ἐπεβεβαίωσεν ὅμως ὅτι αἱ Ἡνωμέναι Πολιτεῖαι θὰ συνεχίσουν τὰς βολιδοσκοπήσεις διὰ τὸ ζήτημα τοῦ Βερολίνου. (416, 982, 591, 1160)
article-text: ΤΕΧΕΡΑΝΗ, 13. (Ἀσσοσ. Πρές). — Ὁ κ. Τσέστερ Μπόουλς, εἰδικὸς σύμβουλος τοῦ προέδρου Κέννεντυ ἐπὶ θεμάτων τῆς Ἀσίας καὶ τῆς Ἀφρικῆς, ἐπεσκέφθη χθὲς τὸν λιμένα Μπανταρὰμπας. (1172, 793, 1560, 944)
article-text: ΑΘΗΝΑΙ, 13. — Εἰς τὸν μητροπολιτικὸν ναόν, θὰ συνέλθη σήμερον τὴν 9ην πρωινὴν ἡ Ἱεραρχία τῆς Ἐκκλησίας τῆς Ἑλλάδος, διὰ τὴν ἐκλογὴν τοῦ Ἀρχιεπισκόπου. Ὅπως ἐπεσημάνθη ἡ σχετικὴ προσπάθεια τῆς κυβερνήσεως νὰ ἐπιβάλη τὸν ὑποψήφιόν της ἐνετάθη κατὰ τὰς τελευταίας ἡμέρας. Οἱ ἱεράρχαι ἀναμένεται νὰ συγκεντρωθοῦν ἐνωρὶς εἰς τὴν αἴθουσαν. (602, 327, 778, 533)
headline: ΕΠΕΡΩΤΗΣΙΣ ΕΠΙ ΤΩΝ ΑΓΡΟΤΙΚΩΝ ΧΡΕΩΝ (1214, 1269, 1518, 1286)
headline: ΑΠΗΓΟΡΕΥΘΗ ΠΑΣΑ ΔΗΜΟΣΙΕΥΣΙΣ ΠΕΡΙ ΤΟΥ ΠΑΙΔΕΡΑΣΤΟΥ (995, 740, 1144, 784)
headline: ΚΑΙ ΑΛΛΟΙ ΥΠΟΔΙΚΟΙ ΤΟΥ ΜΕΝΤΕΡΕΤ ΘΑ ΔΙΚΑΣΘΟΥΝ (983, 937, 1155, 966)
article-text: Ἀνακοινοῦται ὅτι αὔριον καὶ κατὰ τὰς ὥρας 8 π.μ. — 14 θὰ ἐκτελεσθῇ βολὴ εἰς τὸ πεδίον βολῆς Μεγάρων. Παρακαλεῖται τὸ κοινὸν ὅπως μὴ πλησιάζη εἰς τὴν περιοχήν. (6, 340, 198, 403)
article-text: ΑΘΗΝΑΙ, 13. — Ἡ Βουλὴ συνεζήτησε χθὲς τὴν ἐπερώτησιν τῆς ἀντιπολιτεύσεως διὰ τὰ ἀγροτικὰ χρέη. Ὁ ὑπουργὸς Γεωργίας ἀπαντῶν ἐτόνισεν ὅτι ἔχουν ληφθῆ μέτρα ὑπὲρ τῶν ἀγροτῶν, ὁ ἀρχηγὸς ὅμως τῆς Ε.Κ. ἐχαρακτήρισε τὴν κατάστασιν ὡς δεινήν. (1172, 1624, 1360, 1761)
article-text: ΚΩΝ/ΠΟΛΙΣ, 13. (Τοῦ ἀνταποκριτοῦ μας). — Εἷς Ἀμερικανὸς περιηγητὴς ἐληστεύθη ἐν πλήρει ἡμέρᾳ εἰς τὴν μεγάλην ὁδὸν τοῦ Πέραν καὶ ἀνεχώρησεν ἀμέσως μὲ τὸ πρῶτον ἀεροπλάνον διὰ Νέαν Ὑόρκην. (1172, 1058, 1360, 1168)
article-text: Προσήχθη χθὲς καὶ προφυλακίσθη κατόπιν ἀπολογίας του ὁ Ἀρμένιος ἔμπορος ναρκωτικῶν ὁ ὁποῖος συνελήφθη εἰς Πειραιᾶ. (976, 587, 1162, 637)
article-text: ΜΠΟΥΕΝΟΣ ΑΙΡΕΣ, 13. (Ἀσσοσ. Πρές). — Βίαιαι συγκρούσεις ἐσημειώθησαν χθὲς μεταξὺ φιλοκαστρικῶν διαδηλωτῶν καὶ ἀστυνομικῶν. Ἐγένετο χρῆσις βομβῶν μολότωφ καὶ δακρυγόνων. (1172, 463, 1560, 639)
article-text: ΑΘΗΝΑΙ, 13. — Εἰς τὸν μητροπολιτικὸν ναόν, θὰ συνέλθη σήμερον τὴν 9ην πρωινὴν ἡ Ἱεραρχία τῆς Ἐκκλησίας τῆς Ἑλλάδος, διὰ τὴν ἐκλογὴν τοῦ Ἀρχιεπισκόπου. Ὅπως ἐπεσημάνθη ἡ σχετικὴ προσπάθεια τῆς κυβερνήσεως νὰ ἐπιβάλη τὸν ὑποψήφιόν της ἐνετάθη κατὰ τὰς τελευταίας ἡμέρας. Οἱ ἱεράρχαι ἀναμένεται νὰ συγκεντρωθοῦν ἐνωρὶς εἰς τὴν αἴθουσαν. (416, 310, 591, 515)
deck: τοὺς Οὔγγρους στρατιώτας (1250, 156, 1483, 175)
headline-box (1172, 762, 1560, 789)
subhead: ΑΠΟΡΡΗΣΙΣ ΠΑΙΩΡΑΧΟΥ (1177, 566, 1355, 580)
article-text: Κατὰ τὰς πληροφορίας, ὁ Μητροπολίτης Καβάλας συγκεντρώνει τὰς περισσοτέρας πιθανότητας. Ἐκ τῶν ἱεραρχῶν πολλοὶ ἐδήλωσαν ὅτι θὰ ψηφίσουν κατὰ συνείδησιν. Ἡ ψηφοφορία θὰ εἶναι μυστικὴ καὶ θὰ γίνη εἰς δύο φάσεις, ἐὰν δὲν ἐπιτευχθῇ ἡ ἀπαιτουμένη πλειοψηφία. (602, 559, 778, 710)
article-text: ΟΥΑΣΙΓΚΤΩΝ, 13. (Ἀσσ. Πρές). — Ὁ ὑπουργὸς Ἐξωτερικῶν κ. Ράσκ ἐδήλωσεν ὅτι αἱ συνομιλίαι τοῦ πρέσβεως κ. Τόμπσον μετὰ τοῦ κ. Γκρομύκο εἰς Μόσχαν δὲν ἀπέδωσαν ἐποικοδομητικὰ ἀποτελέσματα, ἐπεβεβαίωσεν ὅμως ὅτι αἱ Ἡνωμέναι Πολιτεῖαι θὰ συνεχίσουν τὰς βολιδοσκοπήσεις διὰ τὸ ζήτημα τοῦ Βερολίνου. (602, 1203, 778, 1382)
subhead: ΟΧΙ ΝΕΟΝ ΡΑΠΑΛΛΟ (428, 1168, 577, 1182)
article-text: ΟΥΑΣΙΓΚΤΩΝ, 13. (Ἀσσ. Πρές). — Ὁ ὑπουργὸς Ἐξωτερικῶν κ. Ράσκ ἐδήλωσεν ὅτι αἱ συνομιλίαι τοῦ πρέσβεως κ. Τόμπσον μετὰ τοῦ κ. Γκρομύκο εἰς Μόσχαν δὲν ἀπέδωσαν ἐποικοδομητικὰ ἀποτελέσματα, ἐπεβεβαίωσεν ὅμως ὅτι αἱ Ἡνωμέναι Πολιτεῖαι θὰ συνεχίσουν τὰς βολιδοσκοπήσεις διὰ τὸ ζήτημα τοῦ Βερολίνου. (789, 1203, 964, 1382)
article-text: ΑΘΗΝΑΙ, 13. — Ὁ βουλευτὴς τῆς Ε.Δ.Α. κατέθεσεν ἐπερώτησιν εἰς τὸν ὑπουργὸν Δικαιοσύνης διὰ τὰς συνθήκας κρατήσεως εἰς τὰς φυλακὰς Κασσάνδρας. (976, 392, 1162, 455)
article-text: Ὁ γενικὸς γραμματεὺς τοῦ ὑπουργείου Ἐθνικῆς Παιδείας κ. Χατζῆς ἐδέχθη χθὲς ἐπιτροπὴν ἐκ μελῶν τοῦ συλλόγου καὶ συνεζήτησε μετ᾽ αὐτῶν τὰ ἀπασχολοῦντα ζητήματα. —Ἐντὸς τῶν ἡμερῶν ἀναμένεται ἡ ἔγκρισις τῶν σχετικῶν προγραμμάτων ὑπὸ τοῦ ἁρμοδίου ὑπουργείου. —Τὴν 11 π.μ. τῆς 26ης Φεβρουαρίου θὰ γίνη εἰς τὴν αἴθουσαν τοῦ Συλλόγου ἡ γενικὴ συνέλευσις τῶν μελῶν. (6, 161, 198, 313)
deck: Ο ΥΠΟΠΤΟΣ ΡΟΛΟΣ ΤΟΥ κ. ΚΑΝΕΛΛΟΠΟΥΛΟΥ (451, 275, 929, 300)
section-banner: ΥΨΗΛΕΙΑ (5, 849, 94, 872)
article-text: ΛΟΝΔΙΝΟΝ, 13. (Ἀσσοσ. Πρές). — Πέντε ἄτομα ἐφονεύθησαν καὶ πολλὰ ἄλλα ἐτραυματίσθησαν ἐκ τῶν σφοδρῶν καταιγίδων, αἵτινες ἔπληξαν χθὲς τὴν Μεγάλην Βρεττανίαν. Ἄνεμοι ἐντάσεως 120 χιλιομέτρων ἀνὰ ὥραν προεκάλεσαν σοβαρὰς ζημίας εἰς οἰκίας καὶ δένδρα. Εἰς τὴν Δυτικὴν Γερμανίαν δώδεκα ἄτομα ἀπώλεσαν τὴν ζωήν των. (416, 1968, 591, 2146)
article-text: ΟΥΑΣΙΓΚΤΩΝ, 13. (Ἀσσ. Πρές). — Ὁ ὑπουργὸς Ἐξωτερικῶν κ. Ράσκ ἐδήλωσεν ὅτι αἱ συνομιλίαι τοῦ πρέσβεως κ. Τόμπσον μετὰ τοῦ κ. Γκρομύκο εἰς Μόσχαν δὲν ἀπέδωσαν ἐποικοδομητικὰ ἀποτελέσματα, ἐπεβεβαίωσεν ὅμως ὅτι αἱ Ἡνωμέναι Πολιτεῖαι θὰ συνεχίσουν τὰς βολιδοσκοπήσεις διὰ τὸ ζήτημα τοῦ Βερολίνου. (602, 1000, 778, 1178)
subhead: ΥΠΟ ΤΩΝ ΓΟΝΕΩΝ ΤΗΣ ΜΑΘΗΤΡΙΑΣ (984, 102, 1154, 113)
article-text: ΦΡΑΓΚΦΟΥΡΤΗ, Γερμανίας, 13. — Κατεδικάσθη εἰς εἰκοσαετῆ κάθειρξιν ὁ κατηγορούμενος διὰ τὴν δολοφονίαν τῆς συζύγου του. (976, 1057, 1162, 1107)
article-text: ΡΩΜΗ, 13. (Ἀσσ. Πρές). — Ὁ γενικὸς γραμματεὺς τοῦ Κ.Κ. τῆς Ἰταλίας κ. Παλμίρο Τολιάτι, ὡμίλησε εἰς τὴν Κ.Ε. τοῦ κόμματός του καὶ συνεχάρη τὸν κ. Φανφάνι διὰ τὴν πρὸς τὰ ἀριστερὰ στροφὴν τῆς νέας κυβερνήσεως. (1172, 1929, 1360, 2038)
article-text: ΑΘΗΝΑΙ, 13. — Ἡ Βουλὴ συνεζήτησε χθὲς τὴν ἐπερώτησιν τῆς ἀντιπολιτεύσεως διὰ τὰ ἀγροτικὰ χρέη. Ὁ ὑπουργὸς Γεωργίας ἀπαντῶν ἐτόνισεν ὅτι ἔχουν ληφθῆ μέτρα ὑπὲρ τῶν ἀγροτῶν, ὁ ἀρχηγὸς ὅμως τῆς Ε.Κ. ἐχαρακτήρισε τὴν κατάστασιν ὡς δεινήν. (1372, 1624, 1560, 1761)
headline: ΜΕΤΑΞΥ ΦΙΛΟΚΑΣΤΡΙΚΩΝ ΚΑΙ ΑΣΤΥΝΟΜΙΚΩΝ (1190, 411, 1543, 427)
article-columns (1172, 1929, 1560, 2154)
